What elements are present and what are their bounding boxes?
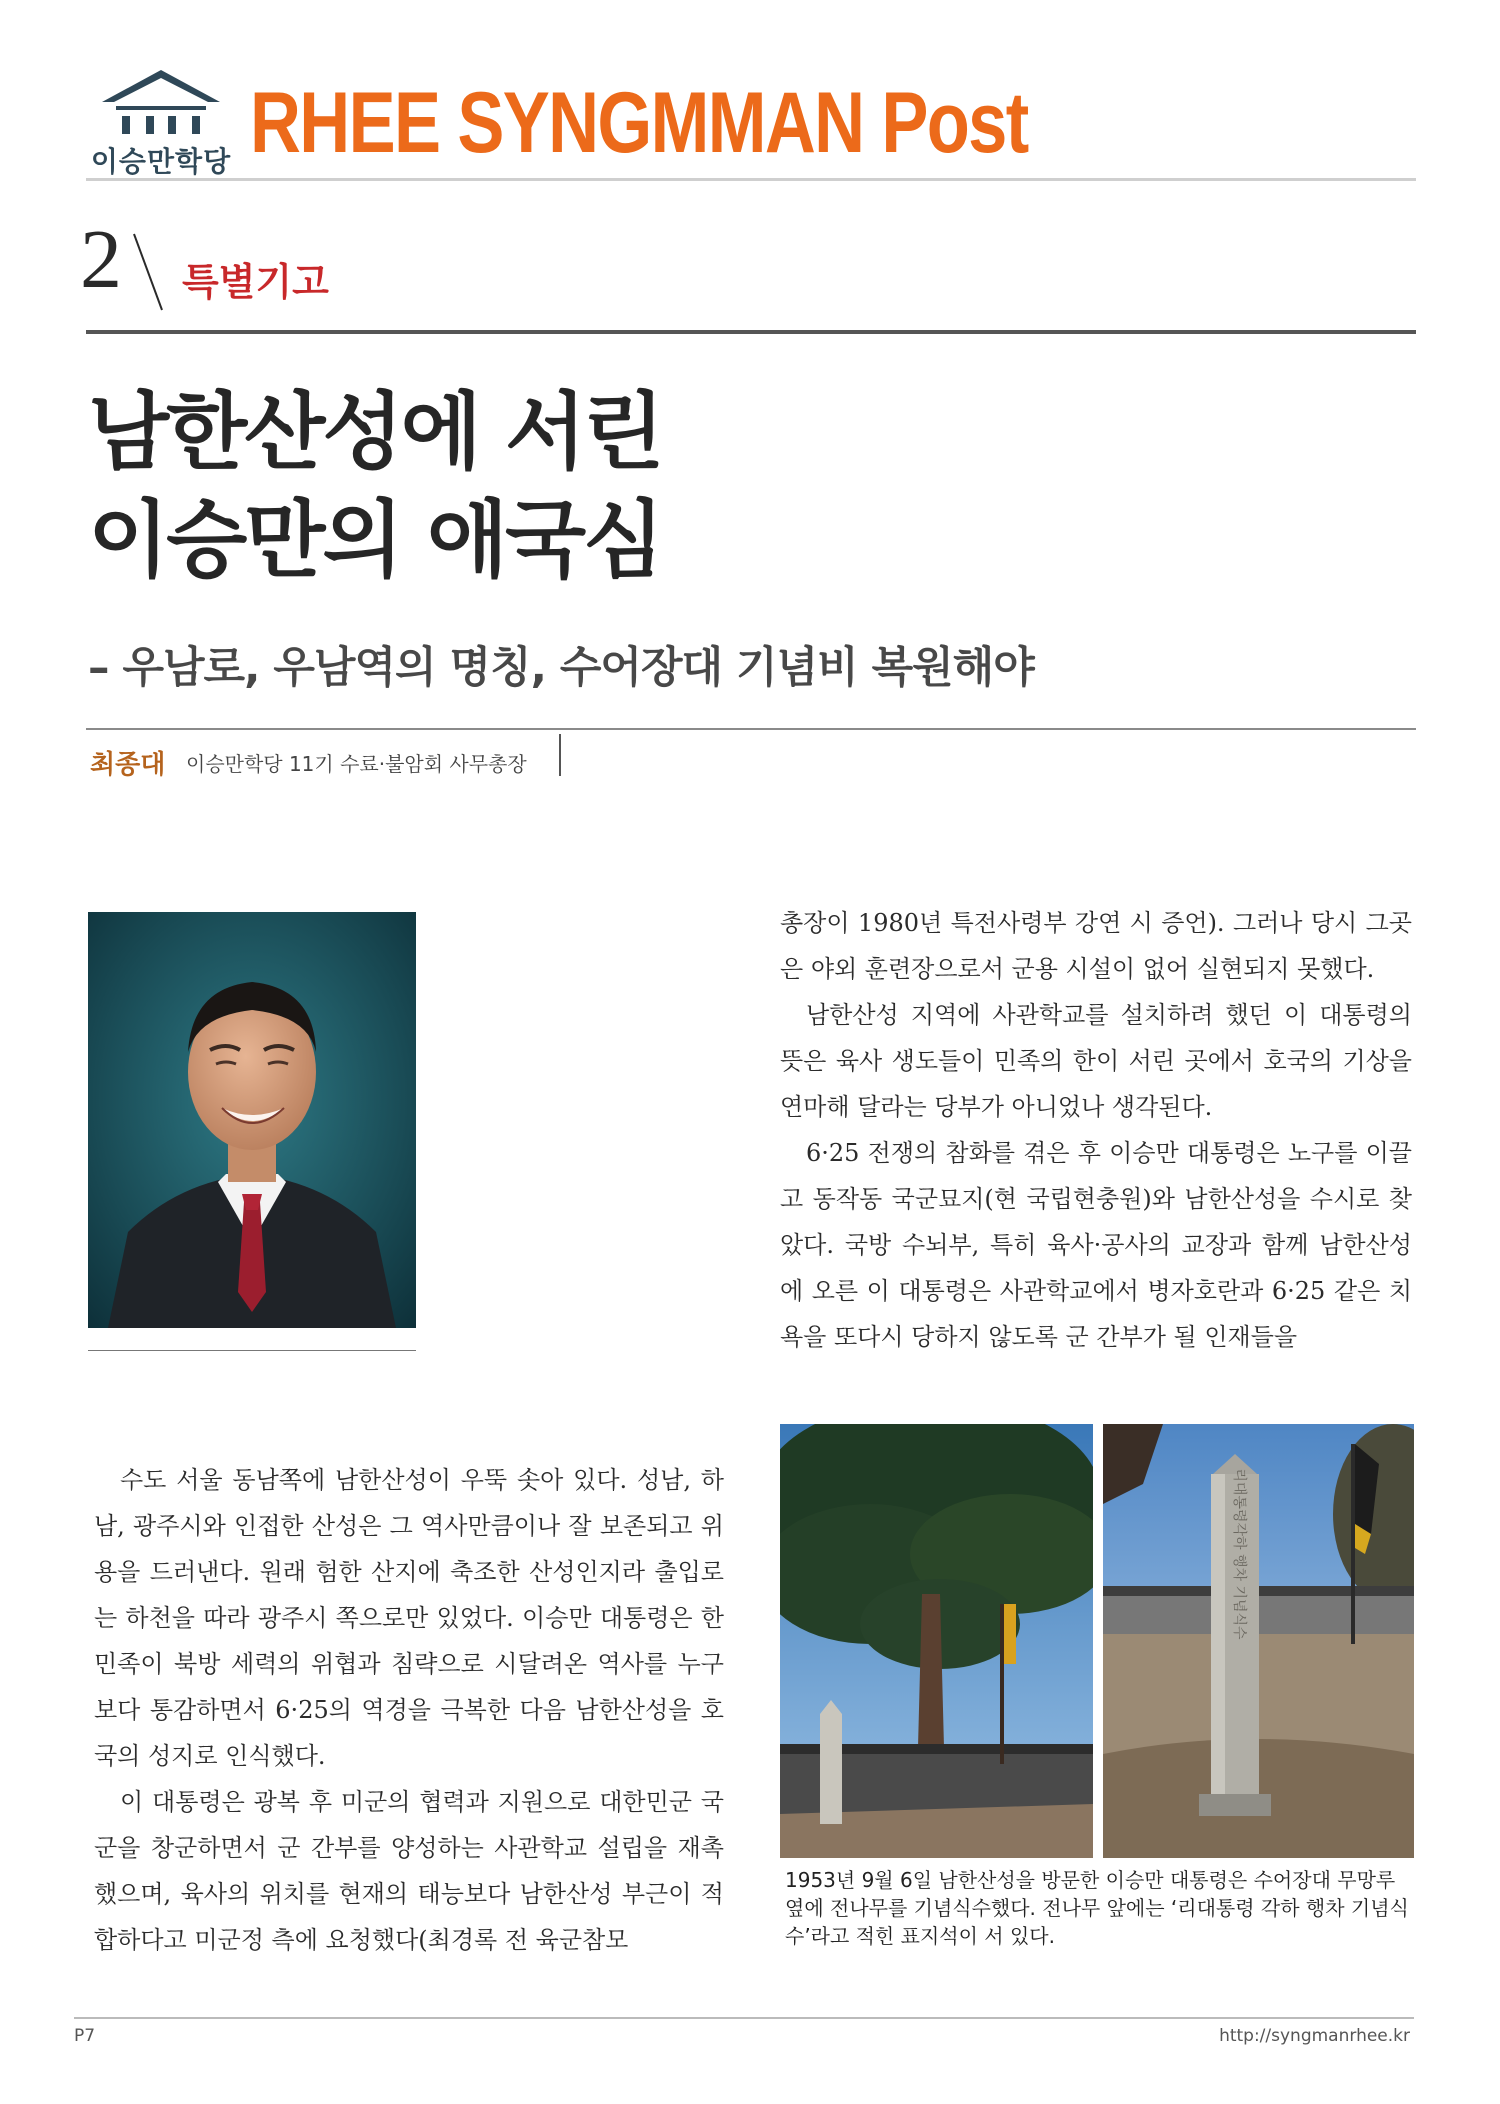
author-name: 최종대 xyxy=(90,750,166,780)
paragraph: 이 대통령은 광복 후 미군의 협력과 지원으로 대한민군 국군을 창군하면서 군 간부를 양성하는 사관학교 설립을 재촉했으며, 육사의 위치를 현재의 태능보다 남한산성 부근이 적합하다고 미군정 측에 요청했다(최경록 전 육군참모 xyxy=(94,1788,724,1954)
page-number: P7 xyxy=(74,2026,96,2046)
subtitle-divider xyxy=(86,728,1416,730)
author-portrait xyxy=(88,912,416,1328)
subtitle: – 우남로, 우남역의 명칭, 수어장대 기념비 복원해야 xyxy=(88,643,1034,693)
paragraph: 총장이 1980년 특전사령부 강연 시 증언). 그러나 당시 그곳은 야외 훈련장으로서 군용 시설이 없어 실현되지 못했다. xyxy=(780,909,1412,983)
paragraph: 수도 서울 동남쪽에 남한산성이 우뚝 솟아 있다. 성남, 하남, 광주시와 인접한 산성은 그 역사만큼이나 잘 보존되고 위용을 드러낸다. 원래 험한 산지에 축조한 산성인지라 출입로는 하천을 따라 광주시 쪽으로만 있었다. 이승만 대통령은 한민족이 북방 세력의 위협과 침략으로 시달려온 역사를 누구보다 통감하면서 6·25의 역경을 극복한 다음 남한산성을 호국의 성지로 인식했다. xyxy=(94,1466,724,1770)
section-divider xyxy=(86,330,1416,334)
right-column-text xyxy=(780,900,1412,1360)
section-label: 특별기고 xyxy=(182,260,329,304)
section-number: 2 xyxy=(80,213,122,306)
svg-text:리대통령각하 행차 기념식수: 리대통령각하 행차 기념식수 xyxy=(1231,1468,1247,1640)
photo-caption: 1953년 9월 6일 남한산성을 방문한 이승만 대통령은 수어장대 무망루 옆에 전나무를 기념식수했다. 전나무 앞에는 ‘리대통령 각하 행차 기념식수’라고 적힌 표지석이 서 있다. xyxy=(785,1868,1409,1948)
author-role: 이승만학당 11기 수료·불암회 사무총장 xyxy=(186,752,527,776)
headline-line-2: 이승만의 애국심 xyxy=(88,491,662,589)
paragraph: 6·25 전쟁의 참화를 겪은 후 이승만 대통령은 노구를 이끌고 동작동 국군묘지(현 국립현충원)와 남한산성을 수시로 찾았다. 국방 수뇌부, 특히 육사·공사의 교장과 함께 남한산성에 오른 이 대통령은 사관학교에서 병자호란과 6·25 같은 치욕을 또다시 당하지 않도록 군 간부가 될 인재들을 xyxy=(780,1139,1412,1351)
memorial-stone-photo xyxy=(1103,1424,1414,1858)
fir-tree-photo xyxy=(780,1424,1093,1858)
headline-line-1: 남한산성에 서린 xyxy=(88,383,662,481)
masthead-title: RHEE SYNGMMAN Post xyxy=(250,75,1028,171)
rhee-academy-logo xyxy=(86,68,236,178)
headline xyxy=(88,378,661,594)
portrait-underline xyxy=(88,1350,416,1351)
logo-text: 이승만학당 xyxy=(90,145,232,178)
paragraph: 남한산성 지역에 사관학교를 설치하려 했던 이 대통령의 뜻은 육사 생도들이 민족의 한이 서린 곳에서 호국의 기상을 연마해 달라는 당부가 아니었나 생각된다. xyxy=(780,1001,1412,1121)
site-url-link[interactable]: http://syngmanrhee.kr xyxy=(1219,2026,1410,2046)
byline-separator xyxy=(559,734,561,776)
masthead-divider xyxy=(86,178,1416,181)
backslash-separator-icon xyxy=(130,232,170,316)
footer-divider xyxy=(74,2017,1414,2019)
left-column-text xyxy=(94,1457,724,1963)
house-roof-logo-icon xyxy=(98,68,224,138)
